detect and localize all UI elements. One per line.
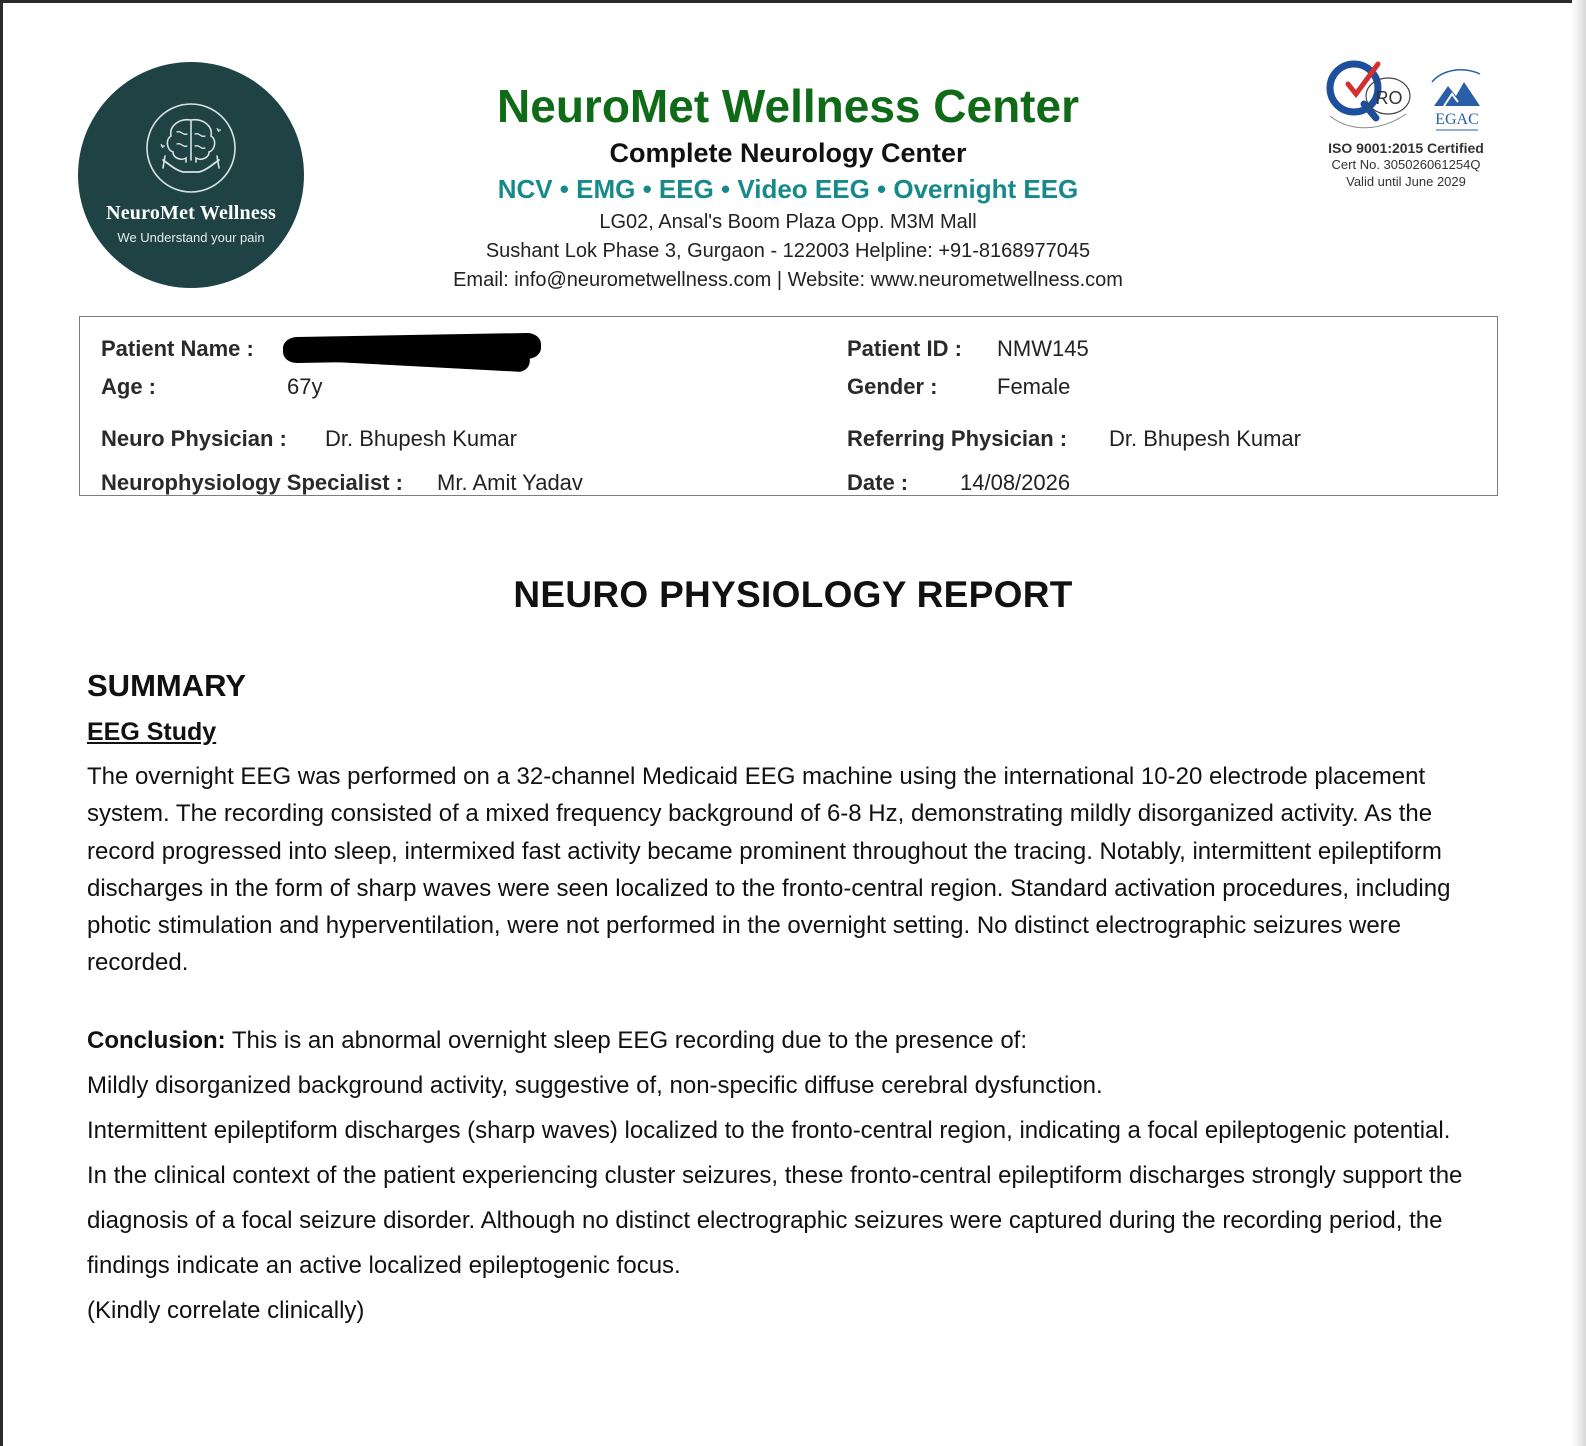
qro-letters: RO (1375, 88, 1403, 108)
gender-label: Gender : (847, 374, 938, 399)
patient-name-label: Patient Name : (101, 336, 254, 361)
clinic-logo (78, 62, 304, 288)
summary-heading: SUMMARY (87, 668, 247, 703)
specialist-value: Mr. Amit Yadav (437, 470, 583, 495)
conclusion-section (87, 1021, 1497, 1333)
clinical-note: (Kindly correlate clinically) (87, 1297, 365, 1324)
specialist-label: Neurophysiology Specialist : (101, 470, 403, 495)
qro-logo (1320, 58, 1420, 138)
logo-tagline: We Understand your pain (117, 230, 265, 245)
eeg-study-heading: EEG Study (87, 718, 217, 746)
page-edge-shadow (1572, 0, 1586, 1446)
finding-item: Mildly disorganized background activity, suggestive of, non-specific diffuse cerebral dysfunction. (87, 1072, 1103, 1099)
egac-logo (1422, 62, 1492, 134)
neuro-physician-value: Dr. Bhupesh Kumar (325, 426, 517, 451)
gender-value: Female (997, 374, 1071, 399)
patient-id-label: Patient ID : (847, 336, 962, 361)
date-label: Date : (847, 470, 909, 495)
center-subtitle: Complete Neurology Center (609, 138, 967, 168)
logo-name: NeuroMet Wellness (106, 202, 276, 224)
letterhead (400, 78, 1176, 295)
iso-certified: ISO 9001:2015 Certified (1328, 140, 1484, 156)
date-value: 14/08/2026 (960, 470, 1071, 495)
age-value: 67y (287, 374, 323, 399)
finding-item: Intermittent epileptiform discharges (sharp waves) localized to the fronto-central region, indicating a focal epileptogenic potential. (87, 1117, 1451, 1144)
brain-hands-icon (141, 98, 241, 198)
contact-line: Email: info@neurometwellness.com | Website: www.neurometwellness.com (453, 269, 1123, 291)
neuro-physician-label: Neuro Physician : (101, 426, 287, 451)
conclusion-label: Conclusion: (87, 1027, 226, 1054)
conclusion-text: This is an abnormal overnight sleep EEG recording due to the presence of: (225, 1027, 1028, 1054)
report-title: NEURO PHYSIOLOGY REPORT (513, 574, 1073, 615)
patient-id-value: NMW145 (997, 336, 1089, 361)
referring-physician-value: Dr. Bhupesh Kumar (1109, 426, 1301, 451)
center-name: NeuroMet Wellness Center (497, 80, 1079, 132)
conclusion-intro (87, 1021, 1497, 1060)
eeg-study-text: The overnight EEG was performed on a 32-channel Medicaid EEG machine using the international 10-20 electrode placement system. The recording consisted of a mixed frequency background of 6-8 Hz, demonstrating mildly disorganized activity. As the record progressed into sleep, intermixed fast activity became prominent throughout the tracing. Notably, intermittent epileptiform discharges in the form of sharp waves were seen localized to the fronto-central region. Standard activation procedures, including photic stimulation and hyperventilation, were not performed in the overnight setting. No distinct electrographic seizures were recorded. (87, 763, 1451, 977)
certification-block (1306, 58, 1506, 190)
address-line-2: Sushant Lok Phase 3, Gurgaon - 122003 Helpline: +91-8168977045 (485, 240, 1091, 262)
referring-physician-label: Referring Physician : (847, 426, 1068, 451)
services-line: NCV • EMG • EEG • Video EEG • Overnight EEG (497, 174, 1079, 204)
cert-validity: Valid until June 2029 (1346, 174, 1466, 189)
age-label: Age : (101, 374, 156, 399)
clinical-context: In the clinical context of the patient experiencing cluster seizures, these fronto-central epileptiform discharges strongly support the diagnosis of a focal seizure disorder. Although no distinct electrographic seizures were captured during the recording period, the findings indicate an active localized epileptogenic focus. (87, 1162, 1463, 1279)
address-line-1: LG02, Ansal's Boom Plaza Opp. M3M Mall (599, 211, 977, 233)
egac-letters: EGAC (1435, 111, 1479, 128)
cert-number: Cert No. 305026061254Q (1331, 157, 1481, 172)
